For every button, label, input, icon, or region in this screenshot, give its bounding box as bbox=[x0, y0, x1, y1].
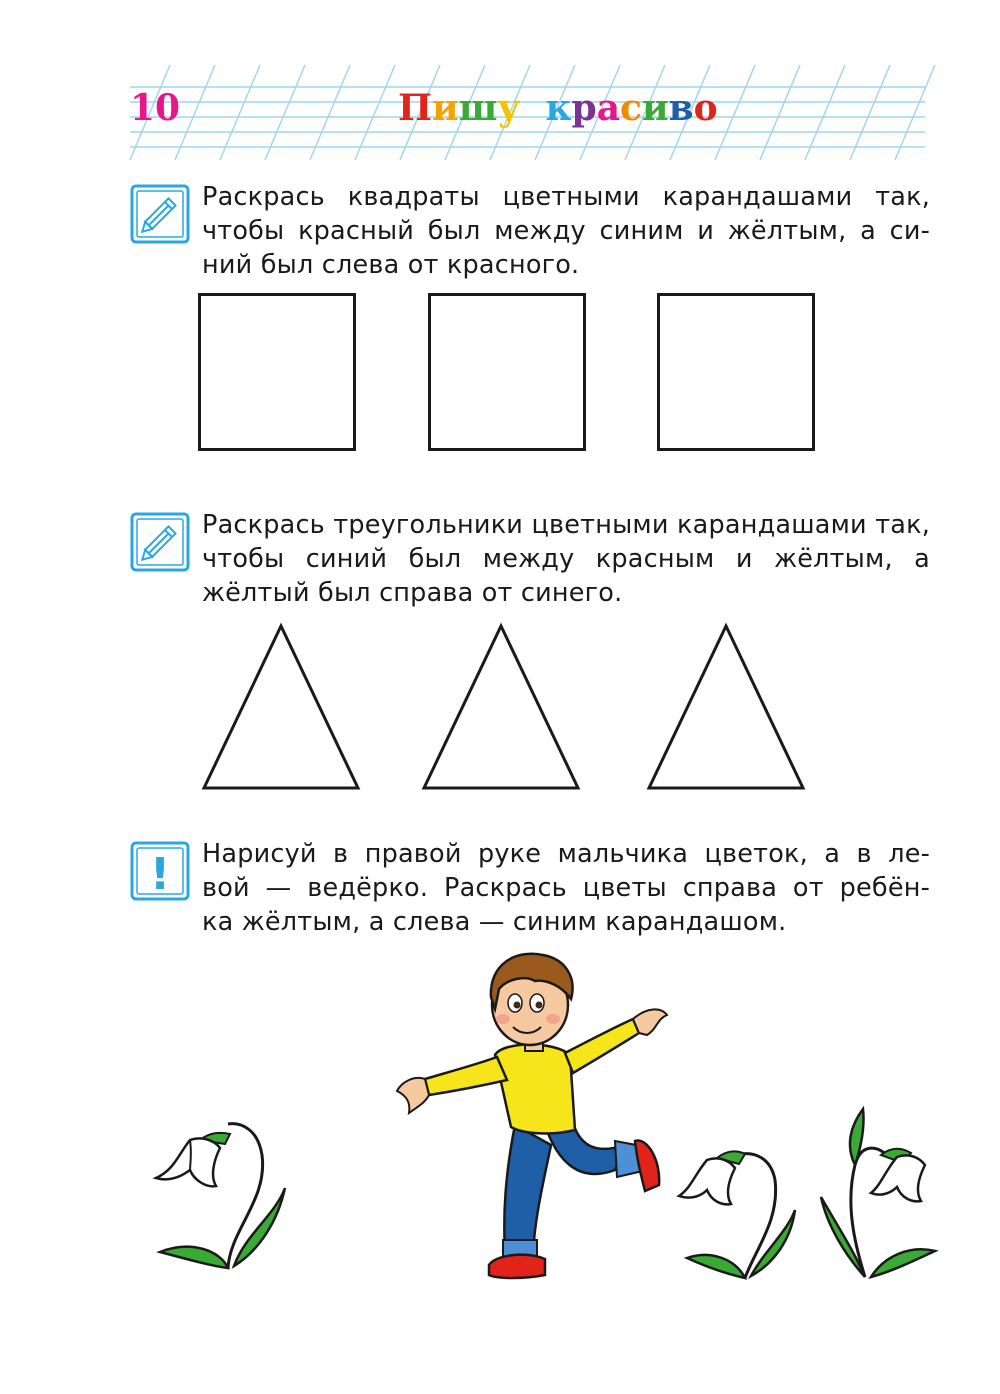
flower-right-2[interactable] bbox=[815, 1105, 945, 1285]
task-line: чтобы синий был между красным и жёлтым, а bbox=[202, 544, 930, 574]
title-letter: в bbox=[668, 87, 694, 129]
triangle-1[interactable] bbox=[200, 622, 362, 792]
title-letter: П bbox=[398, 87, 432, 129]
flower-left[interactable] bbox=[150, 1110, 290, 1280]
pencil-icon bbox=[130, 512, 190, 572]
task-1-text bbox=[202, 180, 930, 282]
triangle-2[interactable] bbox=[420, 622, 582, 792]
task-3-text bbox=[202, 837, 930, 939]
task-line: Раскрась квадраты цветными карандашами так, bbox=[202, 182, 930, 212]
task-line: жёлтый был справа от синего. bbox=[202, 578, 623, 608]
boy-illustration[interactable] bbox=[385, 945, 675, 1295]
page-number: 10 bbox=[130, 87, 181, 129]
title-letter: о bbox=[693, 87, 718, 129]
task-1 bbox=[130, 180, 930, 290]
task-line: вой — ведёрко. Раскрась цветы справа от ребён- bbox=[202, 873, 930, 903]
task-3 bbox=[130, 837, 930, 947]
task-2 bbox=[130, 508, 930, 618]
task-line: чтобы красный был между синим и жёлтым, а си- bbox=[202, 216, 930, 246]
square-1[interactable] bbox=[198, 293, 356, 451]
title-letter: у bbox=[497, 87, 521, 129]
title-letter bbox=[520, 86, 545, 130]
title-letter: к bbox=[545, 87, 572, 129]
task-line: ний был слева от красного. bbox=[202, 250, 580, 280]
svg-text:!: ! bbox=[149, 849, 171, 900]
flower-right-1[interactable] bbox=[675, 1140, 805, 1285]
title-letter: с bbox=[620, 87, 642, 129]
square-2[interactable] bbox=[428, 293, 586, 451]
title-letter: ш bbox=[458, 87, 498, 129]
title-letter: р bbox=[571, 87, 597, 129]
task-line: Раскрась треугольники цветными карандашами так, bbox=[202, 510, 930, 540]
task-line: ка жёлтым, а слева — синим карандашом. bbox=[202, 907, 787, 937]
title-letter: и bbox=[432, 87, 459, 129]
square-3[interactable] bbox=[657, 293, 815, 451]
page-title bbox=[398, 86, 718, 130]
pencil-icon bbox=[130, 184, 190, 244]
task-2-text bbox=[202, 508, 930, 610]
title-letter: и bbox=[641, 87, 669, 129]
triangle-3[interactable] bbox=[645, 622, 807, 792]
task-line: Нарисуй в правой руке мальчика цветок, а в ле- bbox=[202, 839, 930, 869]
title-letter: а bbox=[596, 87, 621, 129]
exclamation-icon bbox=[130, 841, 190, 901]
